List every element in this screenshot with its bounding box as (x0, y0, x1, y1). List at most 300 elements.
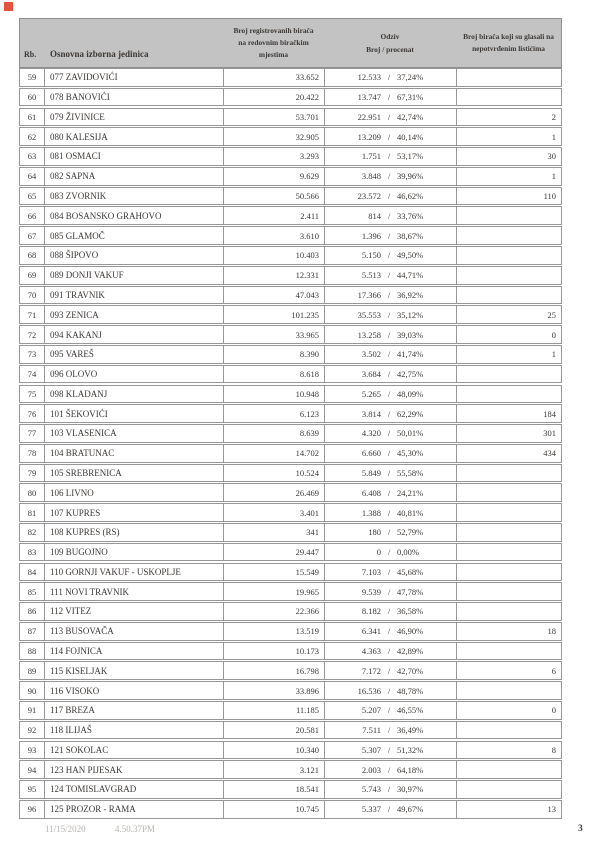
cell-unconfirmed (456, 386, 561, 403)
table-row (19, 385, 562, 404)
cell-unconfirmed (456, 583, 561, 600)
turnout-percent: 40,14% (397, 131, 424, 142)
turnout-separator: / (387, 744, 391, 755)
cell-registered: 8.639 (223, 425, 324, 442)
turnout-count: 2.003 (361, 764, 381, 775)
cell-turnout (324, 524, 456, 541)
cell-registered: 20.581 (223, 722, 324, 739)
turnout-percent: 0,00% (397, 547, 419, 558)
cell-turnout (324, 484, 456, 501)
turnout-count: 5.513 (361, 270, 381, 281)
cell-turnout (324, 742, 456, 759)
cell-registered: 22.366 (223, 603, 324, 620)
cell-unconfirmed: 2 (456, 109, 561, 126)
table-row (19, 226, 562, 245)
turnout-percent: 24,21% (397, 487, 424, 498)
cell-unconfirmed: 1 (456, 128, 561, 145)
cell-rb: 80 (27, 487, 37, 498)
turnout-separator: / (387, 131, 391, 142)
turnout-separator: / (387, 448, 391, 459)
turnout-count: 814 (368, 210, 381, 221)
cell-unit: 093 ZENICA (44, 306, 223, 323)
cell-unconfirmed: 30 (456, 148, 561, 165)
header-electoral-unit (44, 19, 223, 67)
turnout-count: 16.536 (357, 685, 381, 696)
cell-unit: 109 BUGOJNO (44, 544, 223, 561)
turnout-percent: 48,09% (397, 388, 424, 399)
cell-unit: 112 VITEZ (44, 603, 223, 620)
turnout-separator: / (387, 428, 391, 439)
turnout-count: 5.849 (361, 467, 381, 478)
cell-rb: 82 (27, 527, 37, 538)
table-row (19, 760, 562, 779)
cell-unconfirmed (456, 603, 561, 620)
cell-rb: 73 (27, 349, 37, 360)
cell-registered: 33.965 (223, 326, 324, 343)
table-row (19, 523, 562, 542)
cell-rb: 88 (27, 646, 37, 656)
cell-registered: 26.469 (223, 484, 324, 501)
cell-unconfirmed (456, 544, 561, 561)
turnout-count: 17.366 (357, 289, 381, 300)
cell-rb: 75 (27, 388, 37, 399)
cell-registered: 3.401 (223, 504, 324, 521)
turnout-percent: 51,32% (397, 744, 424, 755)
table-row (19, 206, 562, 225)
table-row (19, 444, 562, 463)
cell-registered: 33.652 (223, 69, 324, 86)
cell-unit: 104 BRATUNAC (44, 445, 223, 462)
cell-unit: 078 BANOVIĆI (44, 89, 223, 106)
turnout-separator: / (387, 171, 391, 182)
header-rb (20, 19, 44, 67)
turnout-percent: 64,18% (397, 764, 424, 775)
cell-turnout (324, 405, 456, 422)
cell-registered: 341 (223, 524, 324, 541)
cell-rb: 61 (27, 111, 37, 122)
table-row (19, 88, 562, 107)
cell-unit: 082 SAPNA (44, 168, 223, 185)
table-row (19, 503, 562, 522)
cell-rb: 95 (27, 784, 37, 795)
turnout-count: 13.747 (357, 92, 381, 103)
cell-unit: 108 KUPRES (RS) (44, 524, 223, 541)
cell-turnout (324, 761, 456, 778)
cell-registered: 29.447 (223, 544, 324, 561)
cell-registered: 33.896 (223, 682, 324, 699)
turnout-separator: / (387, 270, 391, 281)
table-row (19, 800, 562, 819)
cell-unconfirmed (456, 247, 561, 264)
cell-turnout (324, 109, 456, 126)
table-row (19, 286, 562, 305)
cell-turnout (324, 306, 456, 323)
turnout-percent: 30,97% (397, 784, 424, 795)
cell-unconfirmed: 1 (456, 346, 561, 363)
cell-registered: 32.905 (223, 128, 324, 145)
table-row (19, 661, 562, 680)
turnout-separator: / (387, 349, 391, 360)
cell-unconfirmed: 25 (456, 306, 561, 323)
table-row (19, 642, 562, 661)
cell-unit: 103 VLASENICA (44, 425, 223, 442)
cell-unit: 081 OSMACI (44, 148, 223, 165)
cell-registered: 13.519 (223, 623, 324, 640)
turnout-percent: 46,62% (397, 191, 424, 202)
table-row (19, 543, 562, 562)
turnout-percent: 36,49% (397, 725, 424, 736)
cell-unconfirmed (456, 761, 561, 778)
cell-turnout (324, 623, 456, 640)
turnout-percent: 49,67% (397, 804, 424, 815)
cell-unit: 124 TOMISLAVGRAD (44, 781, 223, 798)
cell-unit: 088 ŠIPOVO (44, 247, 223, 264)
turnout-separator: / (387, 626, 391, 637)
cell-unconfirmed: 434 (456, 445, 561, 462)
cell-turnout (324, 465, 456, 482)
cell-unconfirmed (456, 207, 561, 224)
cell-unit: 118 ILIJAŠ (44, 722, 223, 739)
cell-turnout (324, 583, 456, 600)
page-footer (0, 824, 600, 838)
cell-unit: 091 TRAVNIK (44, 287, 223, 304)
turnout-separator: / (387, 72, 391, 83)
turnout-separator: / (387, 725, 391, 736)
cell-rb: 68 (27, 250, 37, 261)
table-row (19, 701, 562, 720)
cell-rb: 83 (27, 547, 37, 558)
cell-rb: 59 (27, 72, 37, 83)
turnout-percent: 45,30% (397, 448, 424, 459)
turnout-count: 3.848 (361, 171, 381, 182)
turnout-count: 12.533 (357, 72, 381, 83)
turnout-percent: 50,01% (397, 428, 424, 439)
turnout-separator: / (387, 191, 391, 202)
turnout-count: 7.103 (361, 566, 381, 577)
turnout-count: 7.172 (361, 665, 381, 676)
turnout-separator: / (387, 566, 391, 577)
cell-turnout (324, 366, 456, 383)
turnout-percent: 42,75% (397, 369, 424, 380)
cell-unconfirmed (456, 267, 561, 284)
cell-turnout (324, 682, 456, 699)
turnout-count: 4.320 (361, 428, 381, 439)
table-row (19, 404, 562, 423)
header-rb-label: Rb. (24, 50, 37, 59)
cell-unconfirmed: 6 (456, 662, 561, 679)
table-row (19, 681, 562, 700)
cell-unit: 107 KUPRES (44, 504, 223, 521)
header-unconfirmed-ballots (456, 19, 561, 67)
turnout-separator: / (387, 527, 391, 538)
cell-registered: 8.390 (223, 346, 324, 363)
cell-unconfirmed (456, 287, 561, 304)
turnout-separator: / (387, 151, 391, 162)
cell-registered: 8.618 (223, 366, 324, 383)
cell-rb: 71 (27, 309, 37, 320)
cell-turnout (324, 564, 456, 581)
cell-turnout (324, 188, 456, 205)
turnout-count: 1.396 (361, 230, 381, 241)
cell-unit: 111 NOVI TRAVNIK (44, 583, 223, 600)
cell-turnout (324, 128, 456, 145)
cell-registered: 47.043 (223, 287, 324, 304)
turnout-count: 6.341 (361, 626, 381, 637)
cell-unconfirmed (456, 227, 561, 244)
table-row (19, 147, 562, 166)
cell-unit: 106 LIVNO (44, 484, 223, 501)
turnout-separator: / (387, 784, 391, 795)
table-row (19, 365, 562, 384)
cell-unconfirmed (456, 781, 561, 798)
turnout-separator: / (387, 329, 391, 340)
turnout-count: 13.209 (357, 131, 381, 142)
cell-registered: 10.524 (223, 465, 324, 482)
cell-unconfirmed (456, 69, 561, 86)
turnout-count: 3.684 (361, 369, 381, 380)
header-registered-voters-label: Broj registrovanih birača na redovnim biračkim mjestima (233, 26, 314, 59)
table-row (19, 741, 562, 760)
turnout-count: 5.743 (361, 784, 381, 795)
cell-unit: 084 BOSANSKO GRAHOVO (44, 207, 223, 224)
cell-rb: 91 (27, 705, 37, 716)
cell-unit: 094 KAKANJ (44, 326, 223, 343)
cell-unit: 125 PROZOR - RAMA (44, 801, 223, 818)
table-row (19, 424, 562, 443)
cell-unit: 096 OLOVO (44, 366, 223, 383)
turnout-percent: 38,67% (397, 230, 424, 241)
turnout-count: 22.951 (357, 111, 381, 122)
table-row (19, 483, 562, 502)
turnout-separator: / (387, 547, 391, 558)
cell-rb: 87 (27, 626, 37, 637)
turnout-count: 0 (376, 547, 381, 558)
cell-turnout (324, 722, 456, 739)
cell-unit: 116 VISOKO (44, 682, 223, 699)
turnout-separator: / (387, 646, 391, 656)
cell-turnout (324, 267, 456, 284)
cell-turnout (324, 287, 456, 304)
turnout-separator: / (387, 289, 391, 300)
cell-registered: 2.411 (223, 207, 324, 224)
turnout-count: 7.511 (362, 725, 381, 736)
cell-turnout (324, 643, 456, 660)
turnout-count: 6.408 (361, 487, 381, 498)
cell-turnout (324, 89, 456, 106)
corner-marker-icon (4, 2, 13, 11)
cell-unconfirmed (456, 504, 561, 521)
cell-unit: 113 BUSOVAČA (44, 623, 223, 640)
results-table (19, 18, 562, 820)
cell-rb: 62 (27, 131, 37, 142)
cell-turnout (324, 69, 456, 86)
cell-unit: 121 SOKOLAC (44, 742, 223, 759)
turnout-percent: 42,89% (397, 646, 424, 656)
turnout-count: 8.182 (361, 606, 381, 617)
cell-registered: 15.549 (223, 564, 324, 581)
table-row (19, 167, 562, 186)
cell-registered: 20.422 (223, 89, 324, 106)
cell-unit: 115 KISELJAK (44, 662, 223, 679)
cell-turnout (324, 247, 456, 264)
turnout-percent: 55,58% (397, 467, 424, 478)
turnout-count: 180 (368, 527, 381, 538)
table-row (19, 563, 562, 582)
cell-unconfirmed: 8 (456, 742, 561, 759)
turnout-percent: 35,12% (397, 309, 424, 320)
cell-turnout (324, 168, 456, 185)
cell-unconfirmed (456, 366, 561, 383)
page-number: 3 (578, 824, 583, 834)
cell-rb: 70 (27, 289, 37, 300)
cell-unit: 085 GLAMOČ (44, 227, 223, 244)
turnout-percent: 46,90% (397, 626, 424, 637)
cell-rb: 64 (27, 171, 37, 182)
cell-unit: 095 VAREŠ (44, 346, 223, 363)
header-turnout-title: Odziv (380, 32, 400, 41)
cell-unconfirmed (456, 682, 561, 699)
cell-rb: 66 (27, 210, 37, 221)
table-row (19, 721, 562, 740)
cell-registered: 16.798 (223, 662, 324, 679)
cell-turnout (324, 544, 456, 561)
turnout-separator: / (387, 705, 391, 716)
cell-registered: 19.965 (223, 583, 324, 600)
turnout-count: 5.207 (361, 705, 381, 716)
cell-rb: 93 (27, 744, 37, 755)
cell-turnout (324, 445, 456, 462)
header-registered-voters (223, 19, 324, 67)
cell-turnout (324, 207, 456, 224)
cell-rb: 92 (27, 725, 37, 736)
cell-rb: 86 (27, 606, 37, 617)
cell-unit: 079 ŽIVINICE (44, 109, 223, 126)
cell-unit: 101 ŠEKOVIĆI (44, 405, 223, 422)
cell-unit: 114 FOJNICA (44, 643, 223, 660)
table-row (19, 582, 562, 601)
cell-registered: 53.701 (223, 109, 324, 126)
table-row (19, 345, 562, 364)
footer-time: 4.50.37PM (115, 824, 156, 834)
cell-rb: 81 (27, 507, 37, 518)
cell-rb: 84 (27, 566, 37, 577)
cell-unit: 110 GORNJI VAKUF - USKOPLJE (44, 564, 223, 581)
turnout-count: 5.337 (361, 804, 381, 815)
turnout-separator: / (387, 586, 391, 597)
turnout-separator: / (387, 804, 391, 815)
turnout-percent: 36,58% (397, 606, 424, 617)
turnout-separator: / (387, 467, 391, 478)
turnout-count: 3.502 (361, 349, 381, 360)
turnout-separator: / (387, 487, 391, 498)
turnout-separator: / (387, 665, 391, 676)
cell-unconfirmed: 0 (456, 702, 561, 719)
cell-registered: 3.293 (223, 148, 324, 165)
table-row (19, 127, 562, 146)
turnout-count: 6.660 (361, 448, 381, 459)
cell-turnout (324, 227, 456, 244)
turnout-percent: 42,70% (397, 665, 424, 676)
header-unconfirmed-ballots-label: Broj birača koji su glasali na nepotvrđenim listićima (463, 32, 554, 53)
turnout-count: 1.751 (361, 151, 381, 162)
cell-unconfirmed: 301 (456, 425, 561, 442)
table-row (19, 464, 562, 483)
cell-turnout (324, 504, 456, 521)
cell-registered: 9.629 (223, 168, 324, 185)
cell-turnout (324, 781, 456, 798)
cell-unconfirmed (456, 722, 561, 739)
cell-rb: 77 (27, 428, 37, 439)
turnout-count: 35.553 (357, 309, 381, 320)
cell-unit: 080 KALESIJA (44, 128, 223, 145)
turnout-percent: 39,03% (397, 329, 424, 340)
footer-date: 11/15/2020 (45, 824, 86, 834)
turnout-percent: 41,74% (397, 349, 424, 360)
cell-unit: 083 ZVORNIK (44, 188, 223, 205)
cell-rb: 94 (27, 764, 37, 775)
turnout-percent: 62,29% (397, 408, 424, 419)
cell-turnout (324, 346, 456, 363)
cell-unit: 089 DONJI VAKUF (44, 267, 223, 284)
cell-rb: 63 (27, 151, 37, 162)
cell-turnout (324, 662, 456, 679)
turnout-separator: / (387, 210, 391, 221)
turnout-percent: 39,96% (397, 171, 424, 182)
cell-registered: 10.340 (223, 742, 324, 759)
cell-unconfirmed: 18 (456, 623, 561, 640)
cell-registered: 10.948 (223, 386, 324, 403)
cell-turnout (324, 148, 456, 165)
cell-registered: 14.702 (223, 445, 324, 462)
cell-turnout (324, 702, 456, 719)
cell-unconfirmed: 110 (456, 188, 561, 205)
turnout-count: 23.572 (357, 191, 381, 202)
turnout-separator: / (387, 369, 391, 380)
cell-registered: 10.173 (223, 643, 324, 660)
cell-rb: 76 (27, 408, 37, 419)
cell-rb: 67 (27, 230, 37, 241)
cell-unit: 105 SREBRENICA (44, 465, 223, 482)
turnout-percent: 48,78% (397, 685, 424, 696)
table-row (19, 622, 562, 641)
cell-turnout (324, 603, 456, 620)
cell-turnout (324, 801, 456, 818)
table-row (19, 305, 562, 324)
table-row (19, 187, 562, 206)
cell-rb: 90 (27, 685, 37, 696)
turnout-separator: / (387, 408, 391, 419)
cell-turnout (324, 425, 456, 442)
turnout-percent: 40,81% (397, 507, 424, 518)
cell-rb: 74 (27, 369, 37, 380)
turnout-percent: 67,31% (397, 92, 424, 103)
turnout-separator: / (387, 764, 391, 775)
table-row (19, 108, 562, 127)
cell-unconfirmed: 184 (456, 405, 561, 422)
cell-registered: 3.121 (223, 761, 324, 778)
turnout-separator: / (387, 685, 391, 696)
turnout-separator: / (387, 111, 391, 122)
cell-rb: 85 (27, 586, 37, 597)
cell-unconfirmed (456, 465, 561, 482)
turnout-separator: / (387, 606, 391, 617)
table-header-row (19, 18, 562, 68)
turnout-percent: 42,74% (397, 111, 424, 122)
cell-rb: 65 (27, 191, 37, 202)
cell-rb: 89 (27, 665, 37, 676)
cell-registered: 3.610 (223, 227, 324, 244)
cell-registered: 101.235 (223, 306, 324, 323)
